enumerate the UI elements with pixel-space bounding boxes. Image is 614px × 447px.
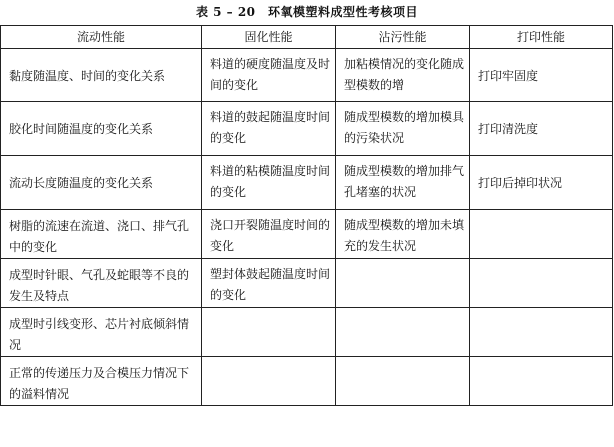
table-cell: 成型时针眼、气孔及蛇眼等不良的发生及特点 bbox=[1, 259, 202, 308]
table-cell bbox=[470, 210, 613, 259]
table-row bbox=[1, 259, 613, 308]
table-row bbox=[1, 156, 613, 210]
table-cell bbox=[470, 308, 613, 357]
table-cell bbox=[470, 357, 613, 406]
table-row bbox=[1, 357, 613, 406]
table-cell: 树脂的流速在流道、浇口、排气孔中的变化 bbox=[1, 210, 202, 259]
table-cell bbox=[202, 357, 336, 406]
table-cell: 随成型模数的增加排气孔堵塞的状况 bbox=[336, 156, 470, 210]
table-row bbox=[1, 49, 613, 102]
moldability-table bbox=[0, 25, 613, 406]
table-cell: 打印牢固度 bbox=[470, 49, 613, 102]
table-cell bbox=[336, 259, 470, 308]
table-row bbox=[1, 308, 613, 357]
table-cell: 料道的鼓起随温度时间的变化 bbox=[202, 102, 336, 156]
table-cell: 打印清洗度 bbox=[470, 102, 613, 156]
table-cell: 料道的硬度随温度及时间的变化 bbox=[202, 49, 336, 102]
table-cell: 流动长度随温度的变化关系 bbox=[1, 156, 202, 210]
table-cell: 浇口开裂随温度时间的变化 bbox=[202, 210, 336, 259]
table-cell: 正常的传递压力及合模压力情况下的溢料情况 bbox=[1, 357, 202, 406]
table-cell bbox=[470, 259, 613, 308]
table-cell: 黏度随温度、时间的变化关系 bbox=[1, 49, 202, 102]
column-header-marking: 打印性能 bbox=[470, 26, 613, 49]
table-cell: 料道的粘模随温度时间的变化 bbox=[202, 156, 336, 210]
table-cell: 成型时引线变形、芯片衬底倾斜情况 bbox=[1, 308, 202, 357]
column-header-flow: 流动性能 bbox=[1, 26, 202, 49]
table-row bbox=[1, 102, 613, 156]
table-row bbox=[1, 210, 613, 259]
table-cell bbox=[202, 308, 336, 357]
table-cell: 随成型模数的增加模具的污染状况 bbox=[336, 102, 470, 156]
table-cell bbox=[336, 357, 470, 406]
table-cell: 胶化时间随温度的变化关系 bbox=[1, 102, 202, 156]
table-cell: 加粘模情况的变化随成型模数的增 bbox=[336, 49, 470, 102]
table-header-row bbox=[1, 26, 613, 49]
table-cell: 随成型模数的增加未填充的发生状况 bbox=[336, 210, 470, 259]
table-cell: 塑封体鼓起随温度时间的变化 bbox=[202, 259, 336, 308]
column-header-curing: 固化性能 bbox=[202, 26, 336, 49]
table-cell: 打印后掉印状况 bbox=[470, 156, 613, 210]
column-header-fouling: 沾污性能 bbox=[336, 26, 470, 49]
table-caption: 表 5 – 20 环氧模塑料成型性考核项目 bbox=[195, 5, 419, 19]
table-cell bbox=[336, 308, 470, 357]
